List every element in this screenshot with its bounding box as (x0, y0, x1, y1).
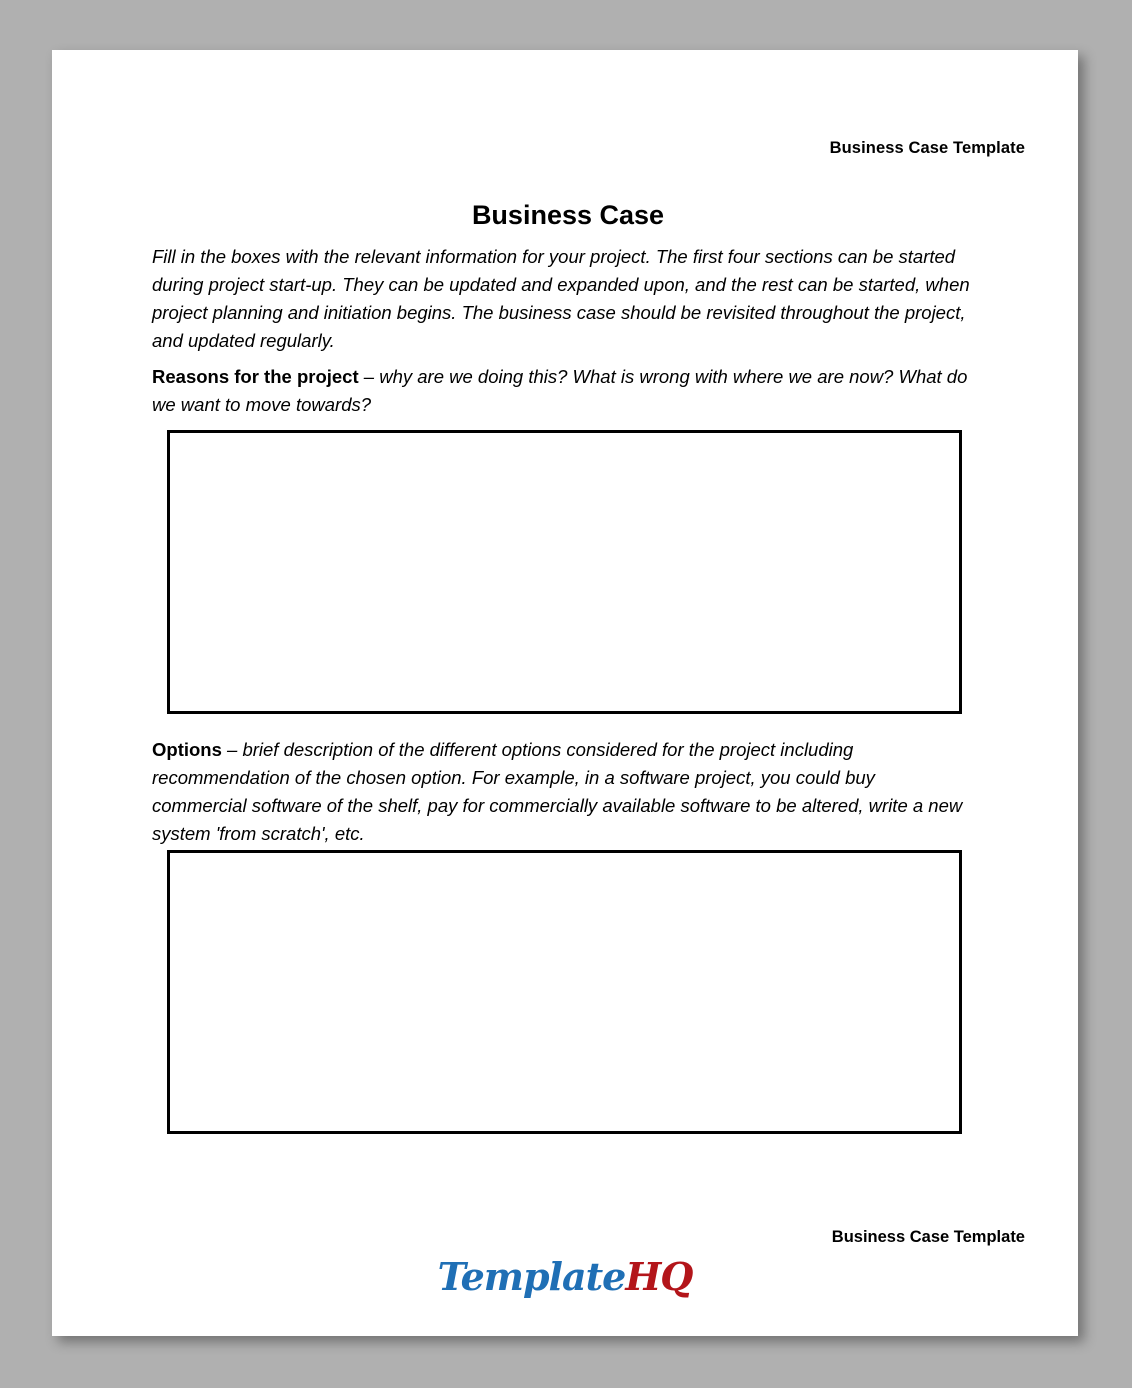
section-options-description: – brief description of the different options considered for the project including recommendation of the chosen option. For example, in a software project, you could buy commercial software of the shelf, pay for commercially available software to be altered, write a new system 'from scratch', etc. (152, 739, 963, 845)
entry-box-options[interactable] (167, 850, 962, 1134)
page-title: Business Case (471, 200, 665, 230)
section-reasons-label: Reasons for the project (152, 366, 359, 387)
templatehq-logo (52, 1254, 1078, 1299)
section-reasons-description: – why are we doing this? What is wrong with where we are now? What do we want to move towards? (152, 366, 968, 416)
section-options-label: Options (152, 739, 222, 760)
entry-box-reasons[interactable] (167, 430, 962, 714)
section-reasons-heading (152, 363, 972, 419)
logo-text-hq: HQ (625, 1254, 693, 1299)
document-footer-label: Business Case Template (831, 1228, 1025, 1246)
document-page-wrapper (52, 50, 1078, 1336)
document-header-label: Business Case Template (829, 139, 1025, 157)
document-page (52, 50, 1078, 1336)
section-options-heading (152, 736, 972, 848)
intro-paragraph: Fill in the boxes with the relevant information for your project. The first four sections can be started during project start-up. They can be updated and expanded upon, and the rest can be started, when project planning and initiation begins. The business case should be revisited throughout the project, and updated regularly. (152, 246, 970, 352)
logo-text-template: Template (437, 1254, 626, 1299)
